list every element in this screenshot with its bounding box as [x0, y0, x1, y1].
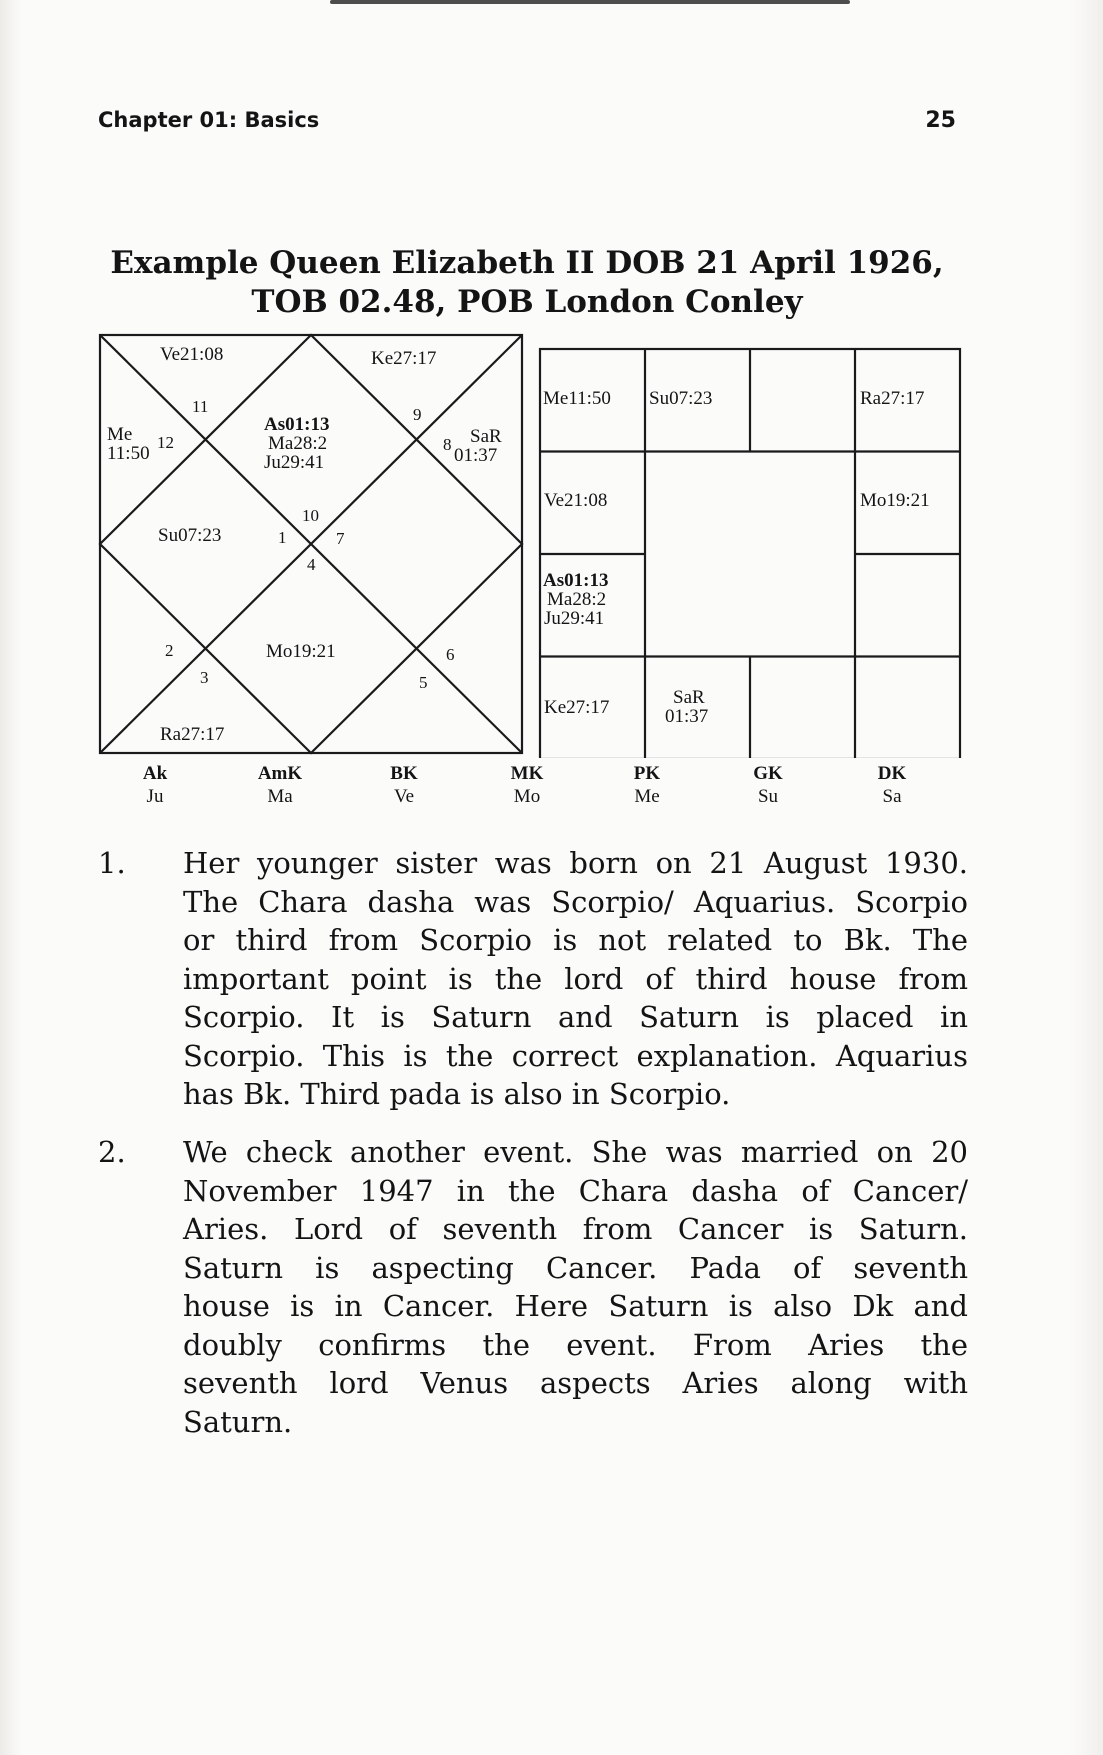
south-as: As01:13: [543, 570, 609, 591]
paragraph-number: 2.: [98, 1135, 126, 1169]
south-su: Su07:23: [649, 388, 713, 409]
south-ke: Ke27:17: [544, 697, 610, 718]
karaka-ak: Ak Ju: [142, 763, 168, 807]
south-sar-1: SaR: [673, 687, 705, 708]
south-sar-2: 01:37: [665, 706, 709, 727]
karaka-gk: GK Su: [753, 763, 783, 807]
chart-lines: [98, 333, 963, 758]
text-line: important point is the lord of third house from: [183, 961, 968, 996]
house-6: 6: [446, 645, 455, 664]
north-ke: Ke27:17: [371, 348, 437, 369]
house-7: 7: [336, 529, 345, 548]
north-ra: Ra27:17: [160, 724, 225, 745]
south-ma: Ma28:2: [547, 589, 607, 610]
house-10: 10: [302, 506, 319, 525]
text-line: seventh lord Venus aspects Aries along with: [183, 1366, 968, 1400]
text-line: has Bk. Third pada is also in Scorpio.: [183, 1077, 731, 1111]
north-ve: Ve21:08: [160, 344, 224, 365]
south-mo: Mo19:21: [860, 490, 930, 511]
text-line: Saturn is aspecting Cancer. Pada of seventh: [183, 1250, 968, 1285]
text-line: Her younger sister was born on 21 August 1930.: [183, 846, 968, 880]
north-sar-2: 01:37: [454, 445, 498, 466]
south-ra: Ra27:17: [860, 388, 925, 409]
text-line: Scorpio. This is the correct explanation. Aquarius: [183, 1038, 968, 1073]
karaka-dk: DK Sa: [877, 763, 907, 807]
north-sar-1: SaR: [470, 426, 502, 447]
chapter-title: Chapter 01: Basics: [98, 108, 320, 132]
text-line: Aries. Lord of seventh from Cancer is Saturn.: [183, 1212, 968, 1246]
title-line-2: TOB 02.48, POB London Conley: [251, 284, 803, 320]
north-me-2: 11:50: [107, 443, 150, 464]
text-line: doubly confirms the event. From Aries the: [183, 1327, 968, 1362]
house-1: 1: [278, 528, 287, 547]
house-5: 5: [419, 673, 428, 692]
house-9: 9: [413, 405, 422, 424]
north-me-1: Me: [107, 424, 133, 445]
page-number: 25: [925, 108, 956, 133]
text-line: November 1947 in the Chara dasha of Cancer/: [183, 1173, 968, 1208]
text-line: Scorpio. It is Saturn and Saturn is placed in: [183, 1000, 968, 1034]
karaka-bk: BK Ve: [390, 763, 418, 807]
paragraph-text: [183, 844, 968, 1114]
paragraph-text: [183, 1133, 968, 1441]
paragraph-number: 1.: [98, 846, 126, 880]
example-title: [98, 244, 956, 322]
text-line: Saturn.: [183, 1404, 293, 1439]
karaka-mk: MK Mo: [510, 763, 544, 807]
south-ve: Ve21:08: [544, 490, 608, 511]
north-mo: Mo19:21: [266, 641, 336, 662]
running-header: [98, 108, 956, 138]
text-line: We check another event. She was married on 20: [183, 1135, 968, 1169]
house-12: 12: [157, 433, 174, 452]
text-line: The Chara dasha was Scorpio/ Aquarius. Scorpio: [183, 884, 968, 919]
house-3: 3: [200, 668, 209, 687]
north-as: As01:13: [264, 414, 330, 435]
north-su: Su07:23: [158, 525, 222, 546]
text-line: or third from Scorpio is not related to Bk. The: [183, 923, 968, 957]
house-2: 2: [165, 641, 174, 660]
south-me: Me11:50: [543, 388, 611, 409]
text-line: house is in Cancer. Here Saturn is also Dk and: [183, 1289, 968, 1323]
house-4: 4: [307, 555, 316, 574]
house-11: 11: [192, 397, 209, 416]
page-edge: [330, 0, 850, 4]
karaka-amk: AmK Ma: [257, 763, 303, 807]
south-ju: Ju29:41: [544, 608, 605, 629]
karaka-pk: PK Me: [633, 763, 661, 807]
north-ma: Ma28:2: [268, 433, 328, 454]
house-8: 8: [443, 435, 452, 454]
north-ju: Ju29:41: [264, 452, 325, 473]
title-line-1: Example Queen Elizabeth II DOB 21 April 1926,: [110, 245, 944, 281]
